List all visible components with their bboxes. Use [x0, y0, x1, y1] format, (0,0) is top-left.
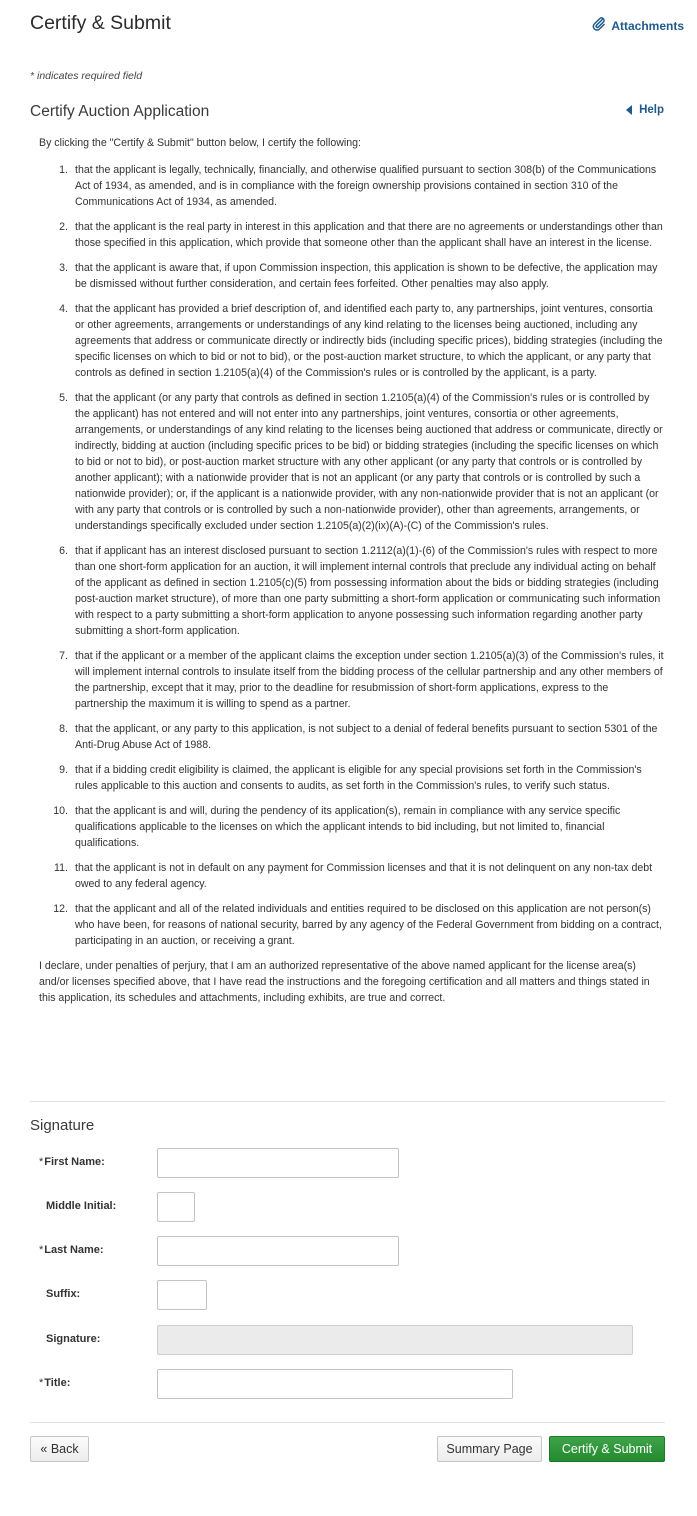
list-item [39, 390, 664, 534]
middle-initial-label: Middle Initial: [46, 1200, 117, 1212]
certification-list [39, 162, 664, 949]
certification-intro: By clicking the "Certify & Submit" button below, I certify the following: [39, 137, 361, 149]
list-item [39, 860, 664, 892]
last-name-label: *Last Name: [39, 1244, 104, 1256]
suffix-input[interactable] [157, 1280, 207, 1310]
list-item [39, 219, 664, 251]
help-label: Help [639, 104, 664, 116]
caret-left-icon [626, 105, 632, 115]
item-text: that the applicant (or any party that controls as defined in section 1.2105(a)(4) of the Commission's rules or is controlled by the applicant) has not entered and will not enter into any partnerships, joint ventures, consortia or other agreements, arrangements, or understandings of any kind relating to the licenses being auctioned that address or communicate, directly or indirectly, bidding at auction (including specific prices to be bid) or bidding strategies (including the specific licenses on which to bid or not to bid), or post-auction market structure with any other applicant (or any party that controls or is controlled by another applicant); with a nationwide provider that is not an applicant (or any party that controls or is controlled by such a nationwide provider); or, if the applicant is a nationwide provider, with any non-nationwide provider that is not an applicant (or with any party that controls or is controlled by such a non-nationwide provider), other than agreements, arrangements, or understandings specifically excluded under section 1.2105(a)(2)(ix)(A)-(C) of the Commission's rules. [75, 392, 663, 532]
item-number: 10. [53, 805, 68, 817]
item-text: that the applicant is the real party in interest in this application and that there are no agreements or understandings other than those specified in this application, which provide that someone other than the applicant shall have an interest in the license. [75, 221, 663, 249]
suffix-label: Suffix: [46, 1288, 81, 1300]
back-button[interactable]: « Back [30, 1436, 89, 1462]
item-text: that the applicant is legally, technically, financially, and otherwise qualified pursuant to section 308(b) of the Communications Act of 1934, as amended, and is in compliance with the foreign ownership provisions contained in section 310 of the Communications Act of 1934, as amended. [75, 164, 657, 208]
item-text: that the applicant is aware that, if upon Commission inspection, this application is shown to be defective, the application may be dismissed without further consideration, and certain fees forfeited. Other penalties may also apply. [75, 262, 658, 290]
item-text: that if a bidding credit eligibility is claimed, the applicant is eligible for any special provisions set forth in the Commission's rules applicable to this auction and consents to audits, as set forth in the Commission's rules, to verify such status. [75, 764, 642, 792]
item-number: 3. [59, 262, 68, 274]
list-item [39, 301, 664, 381]
item-number: 2. [59, 221, 68, 233]
required-field-note: * indicates required field [30, 70, 143, 82]
title-input[interactable] [157, 1369, 513, 1399]
item-text: that the applicant is and will, during the pendency of its application(s), remain in compliance with any service specific qualifications applicable to the licenses on which the applicant intends to bid including, but not limited to, financial qualifications. [75, 805, 621, 849]
item-number: 4. [59, 303, 68, 315]
item-number: 8. [59, 723, 68, 735]
list-item [39, 162, 664, 210]
signature-label: Signature: [46, 1333, 101, 1345]
attachments-label: Attachments [611, 18, 684, 33]
last-name-input[interactable] [157, 1236, 399, 1266]
first-name-input[interactable] [157, 1148, 399, 1178]
item-text: that if the applicant or a member of the applicant claims the exception under section 1.2105(a)(3) of the Commission's rules, it will implement internal controls to insulate itself from the bidding process of the cellular partnership and any other members of the partnership, except that it may, prior to the deadline for resubmission of short-form applications, express to the partnership the maximum it is willing to spend as a partner. [75, 650, 664, 710]
title-label: *Title: [39, 1377, 71, 1389]
item-number: 1. [59, 164, 68, 176]
first-name-label: *First Name: [39, 1156, 105, 1168]
list-item [39, 762, 664, 794]
middle-initial-input[interactable] [157, 1192, 195, 1222]
signature-section-title: Signature [30, 1117, 95, 1134]
item-text: that the applicant, or any party to this application, is not subject to a denial of federal benefits pursuant to section 5301 of the Anti-Drug Abuse Act of 1988. [75, 723, 658, 751]
certify-submit-button[interactable]: Certify & Submit [549, 1436, 665, 1462]
divider [30, 1101, 665, 1102]
item-text: that the applicant has provided a brief description of, and identified each party to, any partnerships, joint ventures, consortia or other agreements, arrangements or understandings of any kind relating to the licenses being auctioned, including any agreements that address or communicate directly or indirectly bids (including specific prices), bidding strategies (including the specific licenses on which to bid or not to bid), or the post-auction market structure, to which the applicant, or any party that controls as defined in section 1.2105(a)(4) of the Commission's rules or is controlled by the applicant, is a party. [75, 303, 663, 379]
item-text: that if applicant has an interest disclosed pursuant to section 1.2112(a)(1)-(6) of the Commission's rules with respect to more than one short-form application for an auction, it will implement internal controls that preclude any individual acting on behalf of the applicant as defined in section 1.2105(c)(5) from possessing information about the bids or bidding strategies (including post-auction market structure), of more than one party submitting a short-form application or communicating such information with respect to a party submitting a short-form application to anyone possessing such information regarding another party submitting a short-form application. [75, 545, 661, 637]
list-item [39, 803, 664, 851]
summary-page-button[interactable]: Summary Page [437, 1436, 542, 1462]
item-number: 11. [54, 862, 68, 874]
item-text: that the applicant and all of the related individuals and entities required to be disclosed on this application are not person(s) who have been, for reasons of national security, barred by any agency of the Federal Government from bidding on a contract, participating in an auction, or receiving a grant. [75, 903, 662, 947]
signature-input [157, 1325, 633, 1355]
attachments-link[interactable] [591, 16, 684, 35]
required-marker: * [39, 1244, 44, 1256]
item-number: 9. [59, 764, 68, 776]
required-marker: * [39, 1377, 44, 1389]
section-title: Certify Auction Application [30, 103, 210, 120]
item-number: 6. [59, 545, 68, 557]
certification-text [39, 135, 664, 1006]
perjury-declaration: I declare, under penalties of perjury, that I am an authorized representative of the above named applicant for the license area(s) and/or licenses specified above, that I have read the instructions and the foregoing certification and all matters and things stated in this application, its schedules and attachments, including exhibits, are true and correct. [39, 960, 650, 1004]
list-item [39, 648, 664, 712]
paperclip-icon [591, 16, 607, 35]
help-link[interactable] [626, 104, 664, 116]
item-number: 7. [59, 650, 68, 662]
list-item [39, 543, 664, 639]
list-item [39, 901, 664, 949]
list-item [39, 721, 664, 753]
page-title: Certify & Submit [30, 12, 171, 34]
list-item [39, 260, 664, 292]
divider [30, 1422, 665, 1423]
item-number: 12. [53, 903, 68, 915]
item-number: 5. [59, 392, 68, 404]
required-marker: * [39, 1156, 44, 1168]
item-text: that the applicant is not in default on any payment for Commission licenses and that it is not delinquent on any non-tax debt owed to any federal agency. [75, 862, 653, 890]
